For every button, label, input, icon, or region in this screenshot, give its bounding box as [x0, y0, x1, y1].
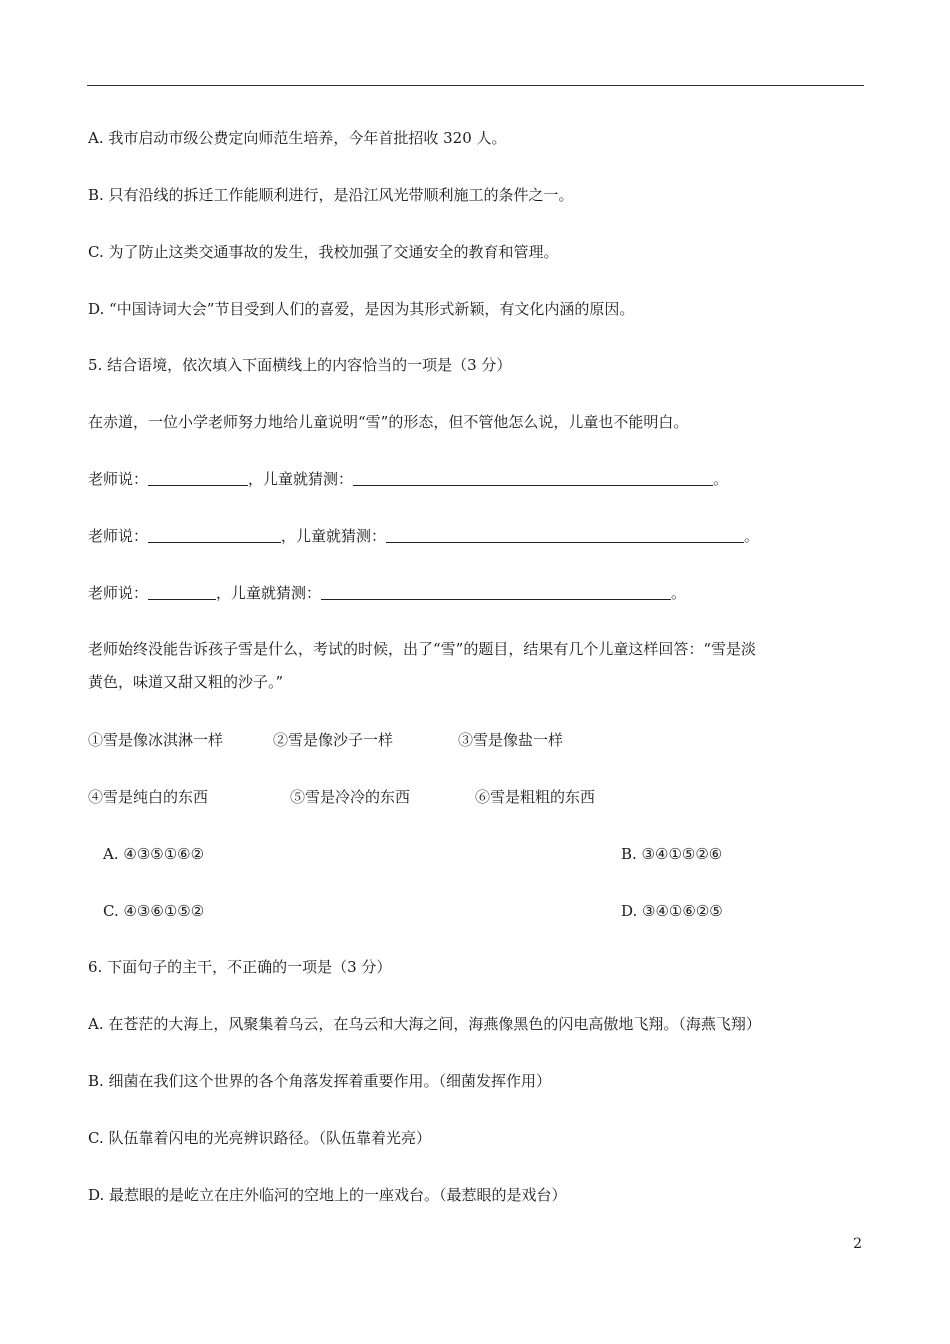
q5-item-5: ⑤雪是冷冷的东西	[290, 788, 411, 806]
child-blank-1a[interactable]	[353, 469, 453, 486]
q5-blank-line-3	[88, 582, 686, 604]
header-rule	[87, 85, 864, 86]
q5-choice-c: C. ④③⑥①⑤②	[103, 902, 205, 920]
teacher-blank-2[interactable]	[148, 526, 281, 543]
teacher-label: 老师说：	[88, 527, 149, 545]
q6-question: 6. 下面句子的主干，不正确的一项是（3 分）	[88, 958, 392, 976]
child-blank-3[interactable]	[321, 583, 671, 600]
q5-ending-line-2: 黄色，味道又甜又粗的沙子。”	[88, 673, 284, 691]
q5-context: 在赤道，一位小学老师努力地给儿童说明“雪”的形态，但不管他怎么说，儿童也不能明白。	[88, 413, 689, 431]
end-mark: 。	[744, 527, 760, 545]
q5-item-1: ①雪是像冰淇淋一样	[88, 731, 224, 749]
q5-item-6: ⑥雪是粗粗的东西	[475, 788, 596, 806]
q4-option-c: C. 为了防止这类交通事故的发生，我校加强了交通安全的教育和管理。	[88, 243, 559, 261]
q4-option-a: A. 我市启动市级公费定向师范生培养，今年首批招收 320 人。	[88, 129, 507, 147]
q6-option-d: D. 最惹眼的是屹立在庄外临河的空地上的一座戏台。（最惹眼的是戏台）	[88, 1186, 567, 1204]
q6-option-c: C. 队伍靠着闪电的光亮辨识路径。（队伍靠着光亮）	[88, 1129, 431, 1147]
q4-option-d: D. “中国诗词大会”节目受到人们的喜爱，是因为其形式新颖，有文化内涵的原因。	[88, 300, 635, 318]
teacher-label: 老师说：	[88, 584, 149, 602]
child-blank-2[interactable]	[386, 526, 744, 543]
q6-option-b: B. 细菌在我们这个世界的各个角落发挥着重要作用。（细菌发挥作用）	[88, 1072, 552, 1090]
child-label: ，儿童就猜测：	[216, 584, 322, 602]
q5-choice-b: B. ③④①⑤②⑥	[621, 845, 723, 863]
child-blank-1b[interactable]	[453, 469, 713, 486]
teacher-blank-1[interactable]	[148, 469, 248, 486]
teacher-label: 老师说：	[88, 470, 149, 488]
q4-option-b: B. 只有沿线的拆迁工作能顺利进行，是沿江风光带顺利施工的条件之一。	[88, 186, 574, 204]
q5-item-2: ②雪是像沙子一样	[273, 731, 394, 749]
child-label: ，儿童就猜测：	[248, 470, 354, 488]
q5-blank-line-1	[88, 468, 728, 490]
q5-ending-line-1: 老师始终没能告诉孩子雪是什么，考试的时候，出了“雪”的题目，结果有几个儿童这样回答：“雪是淡	[88, 640, 757, 658]
q5-blank-line-2	[88, 525, 759, 547]
q5-item-4: ④雪是纯白的东西	[88, 788, 209, 806]
q5-choice-a: A. ④③⑤①⑥②	[103, 845, 205, 863]
q5-question: 5. 结合语境，依次填入下面横线上的内容恰当的一项是（3 分）	[88, 356, 512, 374]
page-number: 2	[853, 1236, 862, 1252]
q5-item-3: ③雪是像盐一样	[458, 731, 564, 749]
end-mark: 。	[671, 584, 687, 602]
child-label: ，儿童就猜测：	[281, 527, 387, 545]
end-mark: 。	[713, 470, 729, 488]
q5-choice-d: D. ③④①⑥②⑤	[621, 902, 723, 920]
teacher-blank-3[interactable]	[148, 583, 216, 600]
q6-option-a: A. 在苍茫的大海上，风聚集着乌云，在乌云和大海之间，海燕像黑色的闪电高傲地飞翔。（海燕飞翔）	[88, 1015, 761, 1033]
